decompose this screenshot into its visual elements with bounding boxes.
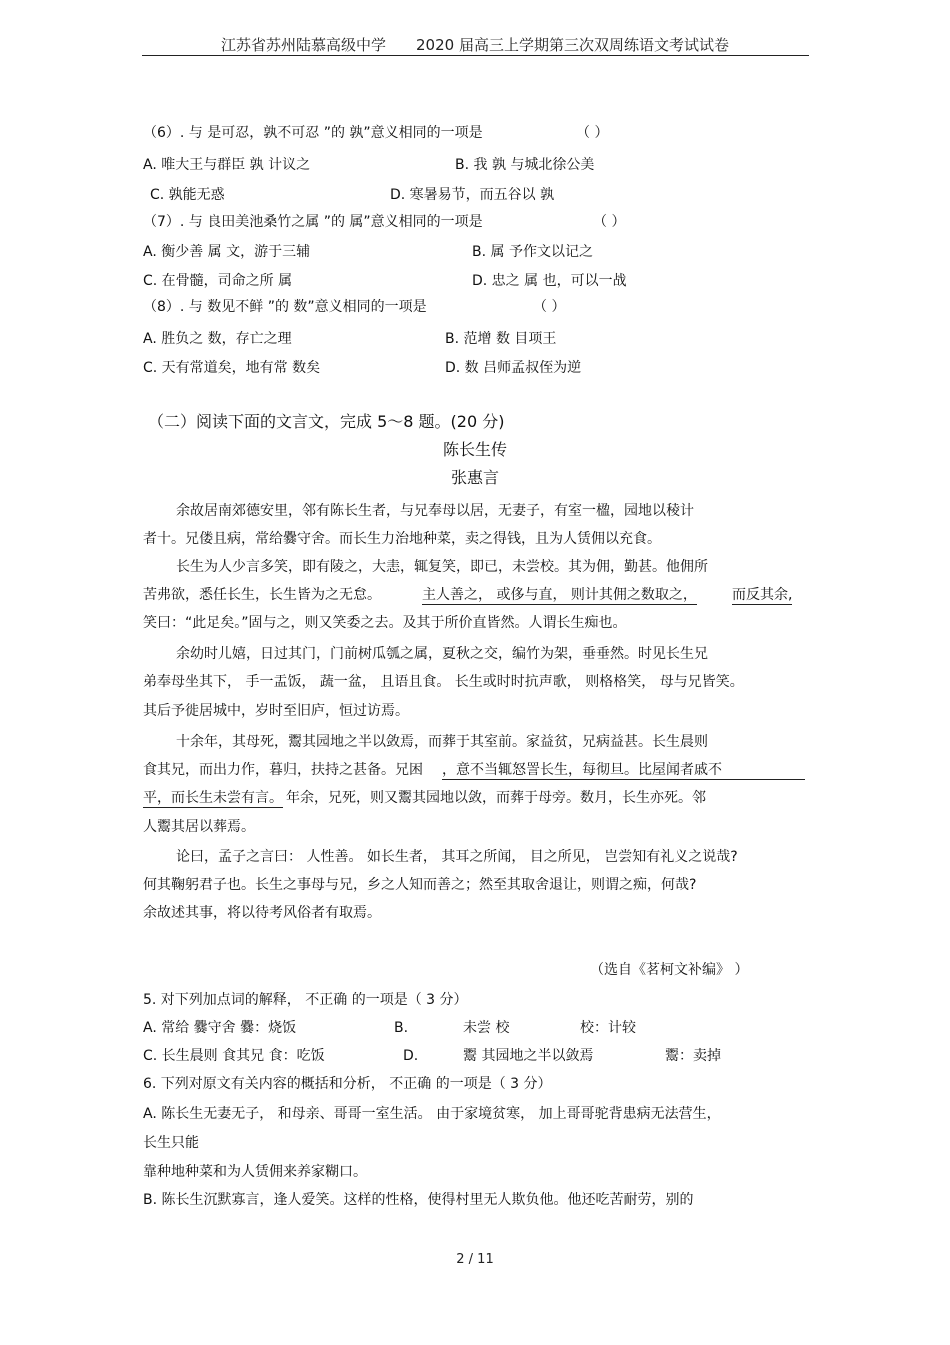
question-5-option-d-gloss: 鬻：卖掉 bbox=[665, 1048, 721, 1064]
header-title: 江苏省苏州陆慕高级中学 2020 届高三上学期第三次双周练语文考试试卷 bbox=[221, 36, 729, 54]
question-5-stem: 5. 对下列加点词的解释， 不正确 的一项是（ 3 分） bbox=[143, 992, 468, 1008]
paragraph-4-line-1: 十余年，其母死，鬻其园地之半以敛焉，而葬于其室前。家益贫，兄病益甚。长生晨则 bbox=[176, 734, 708, 750]
paragraph-4-line-3b: 年余，兄死，则又鬻其园地以敛，而葬于母旁。数月，长生亦死。邻 bbox=[286, 790, 706, 806]
question-5-option-a: A. 常给 爨守舍 爨：烧饭 bbox=[143, 1020, 297, 1036]
paragraph-4-line-4: 人鬻其居以葬焉。 bbox=[143, 819, 255, 835]
question-6-option-c: C. 孰能无惑 bbox=[150, 187, 225, 203]
question-7-option-d: D. 忠之 属 也，可以一战 bbox=[472, 273, 627, 289]
section-heading: （二）阅读下面的文言文，完成 5～8 题。(20 分) bbox=[148, 412, 505, 431]
paragraph-5-line-3: 余故述其事，将以待考风俗者有取焉。 bbox=[143, 905, 381, 921]
question-6-option-b: B. 我 孰 与城北徐公美 bbox=[455, 157, 595, 173]
paragraph-5-line-1: 论曰，孟子之言曰： 人性善。 如长生者， 其耳之所闻， 目之所见， 岂尝知有礼义之说哉? bbox=[176, 849, 738, 865]
question-8-option-b: B. 范增 数 目项王 bbox=[445, 331, 557, 347]
question-5-option-d-phrase: 鬻 其园地之半以敛焉 bbox=[463, 1048, 594, 1064]
paragraph-4-line-2a: 食其兄，而出力作，暮归，扶持之甚备。兄困 bbox=[143, 762, 423, 778]
paragraph-5-line-2: 何其鞠躬君子也。长生之事母与兄，乡之人知而善之；然至其取舍退让，则谓之痴，何哉? bbox=[143, 877, 697, 893]
question-6-option-d: D. 寒暑易节，而五谷以 孰 bbox=[390, 187, 555, 203]
paragraph-4-underlined-sentence-2: 平，而长生未尝有言。 bbox=[143, 790, 283, 806]
question-6b-stem: 6. 下列对原文有关内容的概括和分析， 不正确 的一项是（ 3 分） bbox=[143, 1076, 552, 1092]
question-6b-option-a-line-3: 靠种地种菜和为人赁佣来养家糊口。 bbox=[143, 1164, 367, 1180]
paragraph-3-line-1: 余幼时儿嬉，日过其门，门前树瓜瓠之属，夏秋之交，编竹为架，垂垂然。时见长生兄 bbox=[176, 646, 708, 662]
question-5-option-b-gloss: 校：计较 bbox=[580, 1020, 636, 1036]
paragraph-2-line-2a: 苦弗欲，悉任长生，长生皆为之无怠。 bbox=[143, 587, 381, 603]
question-7-answer-paren: （ ） bbox=[593, 214, 626, 230]
question-8-option-c: C. 天有常道矣，地有常 数矣 bbox=[143, 360, 321, 376]
question-7-option-a: A. 衡少善 属 文，游于三辅 bbox=[143, 244, 311, 260]
question-5-option-c: C. 长生晨则 食其兄 食：吃饭 bbox=[143, 1048, 325, 1064]
question-7-stem: （7）. 与 良田美池桑竹之属 ”的 属”意义相同的一项是 bbox=[143, 214, 483, 230]
essay-title: 陈长生传 bbox=[442, 440, 507, 459]
paragraph-2-underlined-sentence: 主人善之， 或侈与直， 则计其佣之数取之， bbox=[422, 587, 697, 603]
paragraph-2-line-1: 长生为人少言多笑，即有陵之，大恚，辄复笑，即已，未尝校。其为佣，勤甚。他佣所 bbox=[176, 559, 708, 575]
question-8-option-d: D. 数 吕师孟叔侄为逆 bbox=[445, 360, 582, 376]
question-6b-option-a-line-2: 长生只能 bbox=[143, 1135, 199, 1151]
essay-source: （选自《茗柯文补编》 ） bbox=[590, 962, 749, 978]
question-7-option-c: C. 在骨髓，司命之所 属 bbox=[143, 273, 293, 289]
paragraph-3-line-2: 弟奉母坐其下， 手一盂饭， 蔬一盆， 且语且食。 长生或时时抗声歌， 则格格笑， 母与兄皆笑。 bbox=[143, 674, 744, 690]
question-8-stem: （8）. 与 数见不鲜 ”的 数”意义相同的一项是 bbox=[143, 299, 427, 315]
question-5-option-b-letter: B. bbox=[394, 1020, 409, 1036]
header-divider bbox=[142, 55, 809, 56]
question-6-stem: （6）. 与 是可忍，孰不可忍 ”的 孰”意义相同的一项是 bbox=[143, 125, 483, 141]
page-number: 2 / 11 bbox=[456, 1252, 494, 1267]
paragraph-2-underlined-end: 而反其余, bbox=[732, 587, 793, 603]
question-5-option-d-letter: D. bbox=[403, 1048, 419, 1064]
question-8-option-a: A. 胜负之 数，存亡之理 bbox=[143, 331, 292, 347]
question-6-option-a: A. 唯大王与群臣 孰 计议之 bbox=[143, 157, 311, 173]
question-5-option-b-phrase: 未尝 校 bbox=[463, 1020, 510, 1036]
paragraph-1-line-1: 余故居南郊德安里，邻有陈长生者，与兄奉母以居，无妻子，有室一楹，园地以稜计 bbox=[176, 503, 694, 519]
question-6b-option-b-line-1: B. 陈长生沉默寡言，逢人爱笑。这样的性格，使得村里无人欺负他。他还吃苦耐劳，别的 bbox=[143, 1192, 694, 1208]
essay-author: 张惠言 bbox=[450, 468, 499, 487]
paragraph-1-line-2: 者十。兄偻且病，常给爨守舍。而长生力治地种菜，卖之得钱，且为人赁佣以充食。 bbox=[143, 531, 661, 547]
paragraph-4-underlined-sentence-1: ，意不当辄怒詈长生，每彻旦。比屋闻者戚不 bbox=[442, 761, 805, 780]
paragraph-2-line-3: 笑曰：“此足矣。”固与之，则又笑委之去。及其于所价直皆然。人谓长生痴也。 bbox=[143, 615, 627, 631]
question-7-option-b: B. 属 予作文以记之 bbox=[472, 244, 593, 260]
question-6-answer-paren: （ ） bbox=[576, 125, 609, 141]
question-8-answer-paren: （ ） bbox=[533, 299, 566, 315]
paragraph-3-line-3: 其后予徙居城中，岁时至旧庐，恒过访焉。 bbox=[143, 703, 409, 719]
question-6b-option-a-line-1: A. 陈长生无妻无子， 和母亲、哥哥一室生活。 由于家境贫寒， 加上哥哥驼背患病无法营生， bbox=[143, 1106, 721, 1122]
